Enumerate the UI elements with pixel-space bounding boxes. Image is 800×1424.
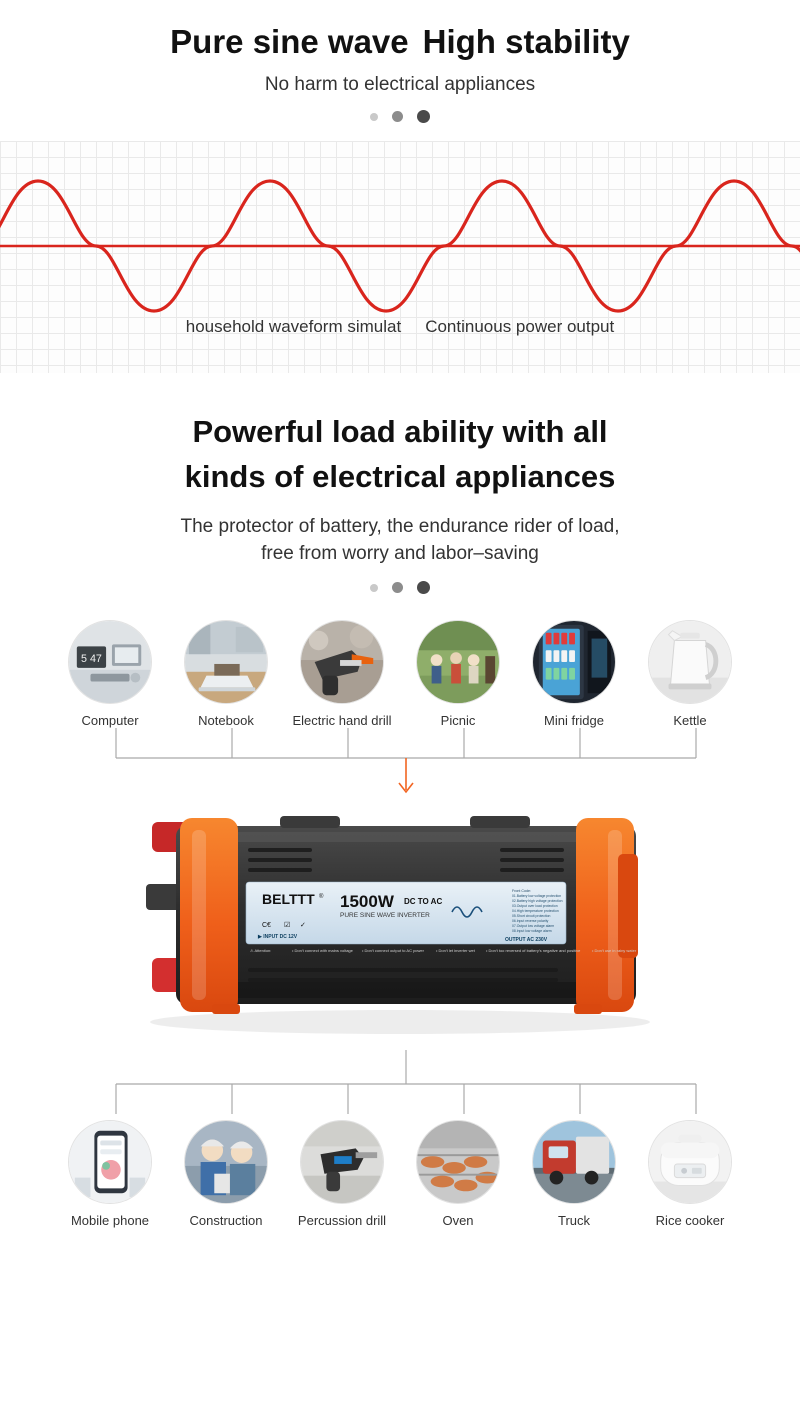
top-appliance-row: [0, 620, 800, 728]
section2-subtitle: [0, 513, 800, 567]
svg-text:Front Code:: Front Code:: [512, 889, 531, 893]
svg-text:PURE SINE WAVE INVERTER: PURE SINE WAVE INVERTER: [340, 912, 430, 919]
mobile-phone-photo-icon: [68, 1120, 152, 1204]
mini-fridge-photo-icon: [532, 620, 616, 704]
svg-text:04.High temperature protection: 04.High temperature protection: [512, 909, 559, 913]
appliance-label: Electric hand drill: [292, 713, 392, 728]
appliance-item-notebook: [168, 620, 284, 728]
waveform-caption-right: Continuous power output: [425, 317, 615, 336]
appliance-item-mini-fridge: [516, 620, 632, 728]
section1-subtitle: No harm to electrical appliances: [264, 74, 536, 95]
appliance-label: Truck: [557, 1213, 591, 1228]
appliance-label: Rice cooker: [655, 1213, 725, 1228]
svg-text:07.Output low voltage alarm: 07.Output low voltage alarm: [512, 924, 555, 928]
section2-subtitle-line2: free from worry and labor–saving: [261, 543, 539, 564]
appliance-item-picnic: [400, 620, 516, 728]
svg-text:• Don't too reversed of batter: • Don't too reversed of battery's negative and positive: [486, 948, 581, 953]
product-image: [0, 800, 800, 1050]
svg-text:▶ INPUT DC 12V: ▶ INPUT DC 12V: [258, 934, 298, 940]
svg-text:• Don't let inverter wet: • Don't let inverter wet: [436, 948, 475, 953]
appliance-label: Picnic: [440, 713, 476, 728]
electric-hand-drill-photo-icon: [300, 620, 384, 704]
svg-text:• Don't connect output to AC p: • Don't connect output to AC power: [362, 948, 424, 953]
svg-text:C€: C€: [262, 922, 271, 929]
dot-small-icon: [370, 113, 378, 121]
appliance-label: Computer: [81, 713, 139, 728]
svg-text:⚠ Attention:: ⚠ Attention:: [250, 948, 272, 953]
waveform-panel: [0, 141, 800, 373]
appliance-item-kettle: [632, 620, 748, 728]
dot-medium-icon: [392, 582, 403, 593]
section-load-ability: [0, 373, 800, 594]
svg-text:BELTTT: BELTTT: [262, 891, 315, 907]
percussion-drill-photo-icon: [300, 1120, 384, 1204]
appliance-item-computer: [52, 620, 168, 728]
appliance-item-truck: [516, 1120, 632, 1228]
svg-text:1500W: 1500W: [340, 892, 394, 911]
section1-title-part1: Pure sine wave: [170, 23, 409, 60]
svg-text:08.Input low voltage alarm: 08.Input low voltage alarm: [512, 929, 552, 933]
construction-photo-icon: [184, 1120, 268, 1204]
svg-text:DC TO AC: DC TO AC: [404, 897, 443, 906]
section2-subtitle-line1: The protector of battery, the endurance rider of load,: [180, 516, 620, 537]
section2-title-line2: kinds of electrical appliances: [184, 459, 616, 494]
appliance-item-percussion-drill: [284, 1120, 400, 1228]
dot-large-icon: [417, 110, 430, 123]
appliance-label: Notebook: [198, 713, 254, 728]
appliance-label: Percussion drill: [297, 1213, 387, 1228]
appliance-item-oven: [400, 1120, 516, 1228]
kettle-photo-icon: [648, 620, 732, 704]
svg-text:03.Output over load protection: 03.Output over load protection: [512, 904, 558, 908]
svg-text:✓: ✓: [300, 922, 306, 929]
waveform-graphic: [0, 141, 800, 373]
appliance-item-mobile-phone: [52, 1120, 168, 1228]
section1-title: [0, 22, 800, 62]
appliance-label: Mobile phone: [70, 1213, 150, 1228]
appliance-label: Kettle: [673, 713, 707, 728]
picnic-photo-icon: [416, 620, 500, 704]
waveform-caption-left: household waveform simulat: [185, 317, 402, 336]
appliance-item-construction: [168, 1120, 284, 1228]
waveform-captions: [0, 317, 800, 337]
section2-title-line1: Powerful load ability with all: [192, 414, 608, 449]
appliance-item-electric-hand-drill: [284, 620, 400, 728]
svg-text:• Don't connect with mains vol: • Don't connect with mains voltage: [292, 948, 353, 953]
section1-dots: [0, 110, 800, 123]
appliance-item-rice-cooker: [632, 1120, 748, 1228]
dot-large-icon: [417, 581, 430, 594]
svg-text:06.Input reverse polarity: 06.Input reverse polarity: [512, 919, 549, 923]
svg-text:5 47: 5 47: [81, 653, 102, 665]
truck-photo-icon: [532, 1120, 616, 1204]
connector-top: [0, 728, 800, 800]
oven-photo-icon: [416, 1120, 500, 1204]
appliance-label: Construction: [189, 1213, 263, 1228]
svg-text:05.Short circuit protection: 05.Short circuit protection: [512, 914, 551, 918]
section-pure-sine-wave: [0, 0, 800, 123]
computer-photo-icon: [68, 620, 152, 704]
bottom-appliance-row: [0, 1120, 800, 1228]
appliance-label: Mini fridge: [544, 713, 604, 728]
svg-text:• Don't use in rainy water: • Don't use in rainy water: [592, 948, 637, 953]
notebook-photo-icon: [184, 620, 268, 704]
rice-cooker-photo-icon: [648, 1120, 732, 1204]
svg-text:☑: ☑: [284, 922, 291, 929]
svg-text:02.Battery high voltage protec: 02.Battery high voltage protection: [512, 899, 563, 903]
dot-medium-icon: [392, 111, 403, 122]
svg-text:®: ®: [319, 894, 324, 900]
section2-title: [0, 409, 800, 499]
svg-text:OUTPUT AC 230V: OUTPUT AC 230V: [505, 937, 548, 943]
section2-dots: [0, 581, 800, 594]
connector-bottom: [0, 1050, 800, 1120]
svg-text:01.Battery low voltage protect: 01.Battery low voltage protection: [512, 894, 562, 898]
section1-title-part2: High stability: [422, 23, 630, 60]
appliance-label: Oven: [442, 1213, 474, 1228]
dot-small-icon: [370, 584, 378, 592]
